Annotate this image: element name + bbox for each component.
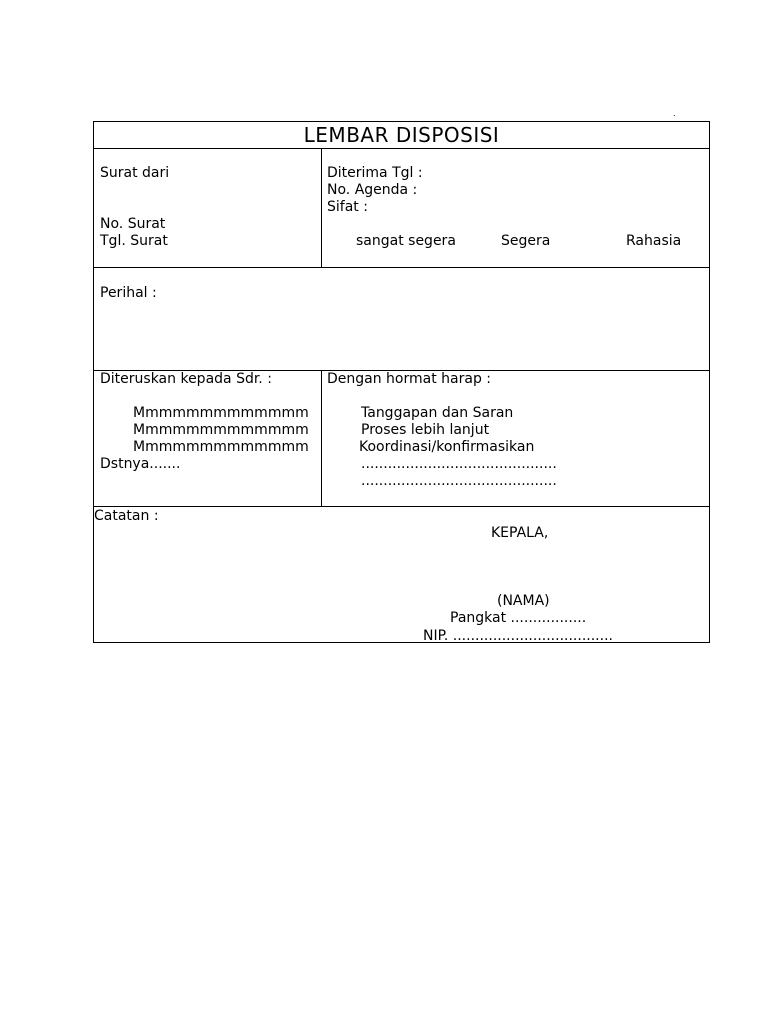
catatan-label: Catatan : — [94, 508, 159, 524]
sifat-label: Sifat : — [327, 199, 368, 215]
nama-label: (NAMA) — [497, 593, 550, 609]
divider-catatan — [94, 506, 709, 507]
sifat-option-sangat-segera: sangat segera — [356, 233, 456, 249]
harap-item: Proses lebih lanjut — [361, 422, 490, 438]
no-surat-label: No. Surat — [100, 216, 166, 232]
recipient-name: Mmmmmmmmmmmmm — [133, 422, 309, 438]
sifat-option-segera: Segera — [501, 233, 551, 249]
divider-vertical-middle — [321, 370, 322, 507]
dstnya-label: Dstnya....... — [100, 456, 181, 472]
recipient-name: Mmmmmmmmmmmmm — [133, 405, 309, 421]
harap-item: Koordinasi/konfirmasikan — [359, 439, 535, 455]
sifat-option-rahasia: Rahasia — [626, 233, 682, 249]
harap-item: ............................................ — [361, 456, 557, 472]
harap-item: Tanggapan dan Saran — [361, 405, 514, 421]
nip-label: NIP. .................................... — [423, 628, 613, 644]
kepala-label: KEPALA, — [491, 525, 549, 541]
divider-title — [94, 148, 709, 149]
diterima-label: Diterima Tgl : — [327, 165, 423, 181]
no-agenda-label: No. Agenda : — [327, 182, 418, 198]
harap-label: Dengan hormat harap : — [327, 371, 492, 387]
harap-item: ............................................ — [361, 473, 557, 489]
corner-mark: . — [673, 109, 676, 118]
surat-dari-label: Surat dari — [100, 165, 170, 181]
divider-top — [94, 267, 709, 268]
disposition-form — [93, 121, 710, 643]
perihal-label: Perihal : — [100, 285, 157, 301]
pangkat-label: Pangkat ................. — [450, 610, 587, 626]
form-title: LEMBAR DISPOSISI — [303, 123, 500, 147]
recipient-name: Mmmmmmmmmmmmm — [133, 439, 309, 455]
diteruskan-label: Diteruskan kepada Sdr. : — [100, 371, 272, 387]
divider-vertical-top — [321, 148, 322, 268]
tgl-surat-label: Tgl. Surat — [100, 233, 168, 249]
